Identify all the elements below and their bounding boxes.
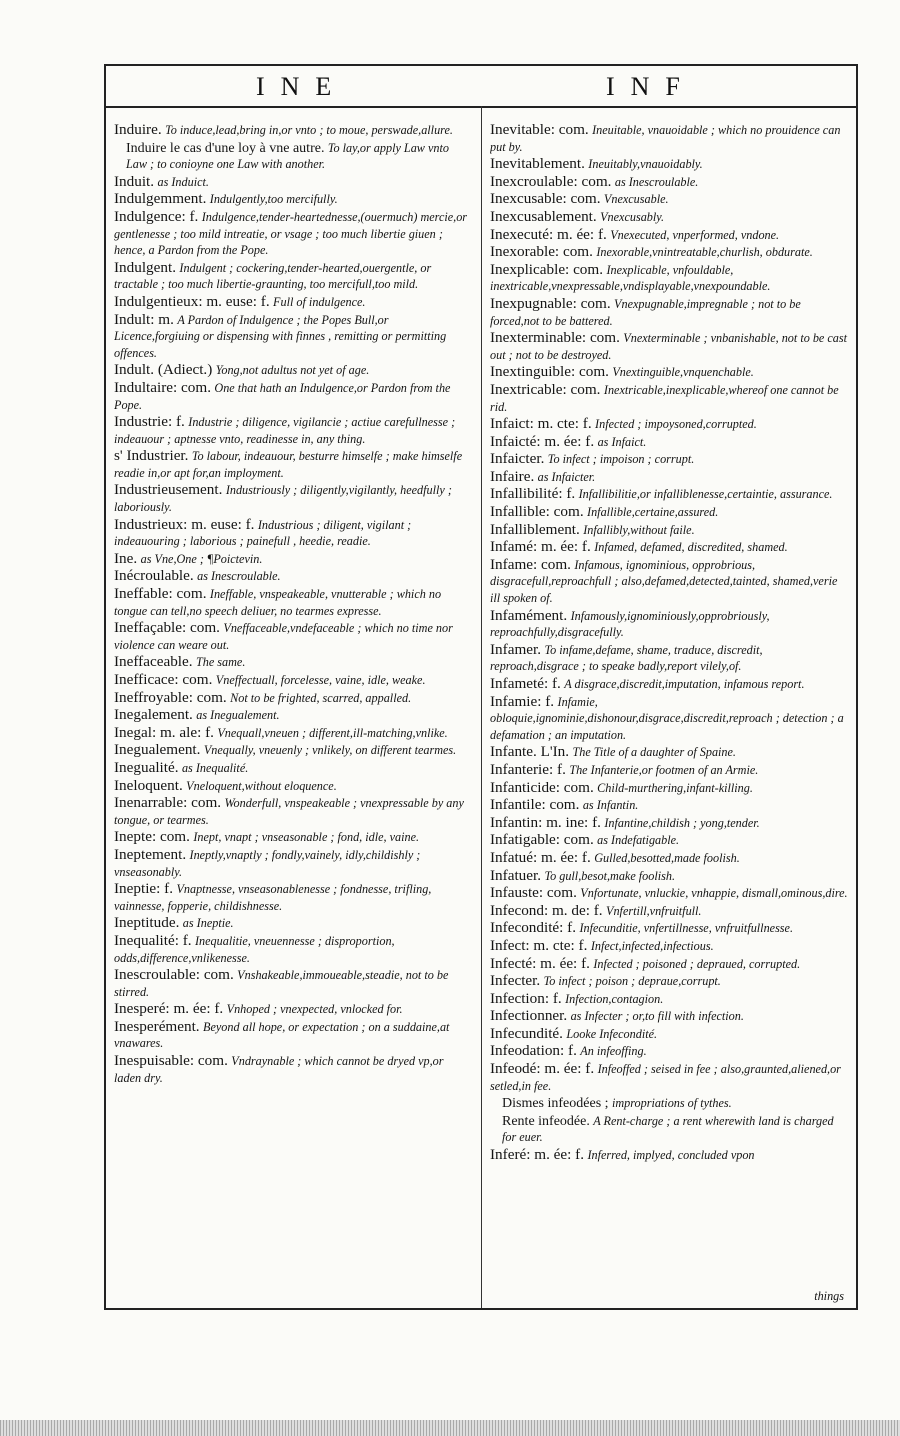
entry-headword: Infanticide: com. (490, 778, 594, 796)
dictionary-entry (490, 832, 850, 849)
dictionary-entry (114, 795, 469, 828)
dictionary-entry (490, 815, 850, 832)
entry-headword: Infameté: f. (490, 675, 561, 692)
entry-headword: Inferé: m. ée: f. (490, 1146, 585, 1164)
entry-definition: impropriations of tythes. (611, 1096, 732, 1111)
entry-definition: To gull,besot,make foolish. (544, 868, 676, 883)
entry-definition: Vneffaceable,vndefaceable ; which no time nor violence can weare out. (114, 621, 453, 652)
entry-headword: Ineptement. (114, 845, 187, 863)
entry-headword: Inexplicable: com. (490, 260, 604, 278)
entry-definition: Wonderfull, vnspeakeable ; vnexpressable by any tongue, or tearmes. (114, 796, 464, 827)
entry-headword: Inexecuté: m. ée: f. (490, 225, 607, 243)
entry-definition: Infallibly,without faile. (583, 522, 695, 537)
entry-definition: as Induict. (157, 174, 209, 189)
dictionary-entry (114, 260, 469, 293)
entry-headword: Indulgemment. (114, 190, 207, 208)
entry-headword: Inexterminable: com. (490, 329, 620, 347)
dictionary-entry (490, 956, 850, 973)
dictionary-entry (490, 557, 850, 607)
entry-definition: Gulled,besotted,made foolish. (594, 850, 740, 865)
entry-headword: Inegualement. (114, 741, 201, 759)
header-left: INE (256, 72, 348, 101)
entry-definition: as Vne,One ; ¶Poictevin. (140, 551, 263, 566)
entry-headword: Infallible: com. (490, 503, 584, 521)
entry-definition: To infect ; impoison ; corrupt. (547, 452, 695, 467)
entry-headword: Infect: m. cte: f. (490, 936, 588, 954)
dictionary-entry (114, 140, 469, 173)
dictionary-entry (490, 608, 850, 641)
entry-definition: Inept, vnapt ; vnseasonable ; fond, idle, vaine. (193, 830, 420, 845)
left-column (114, 122, 469, 1300)
entry-headword: Inenarrable: com. (114, 794, 222, 812)
dictionary-entry (490, 1147, 850, 1164)
dictionary-entry (490, 174, 850, 191)
entry-headword: Inevitable: com. (490, 122, 589, 138)
entry-definition: One that hath an Indulgence,or Pardon from the Pope. (114, 380, 451, 412)
entry-definition: To labour, indeauour, besturre himselfe ; make himselfe readie in,or apt for,an imployment. (114, 449, 463, 480)
entry-definition: as Indefatigable. (597, 833, 680, 848)
entry-definition: Indulgence,tender-heartednesse,(ouermuch) mercie,or gentlenesse ; too mild intreatie, or vsage ; too much libertie giuen ; hence, a Pardon from the Pope. (114, 209, 468, 258)
entry-headword: Industrieux: m. euse: f. (114, 515, 255, 533)
entry-headword: Infaicté: m. ée: f. (490, 432, 595, 450)
entry-headword: Inegualité. (114, 758, 179, 776)
entry-definition: Indulgent ; cockering,tender-hearted,ouergentle, or tractable ; too much libertie-graunting, too mercifull,too mild. (114, 260, 432, 292)
entry-definition: Industrious ; diligent, vigilant ; indeauouring ; laborious ; painefull , heedie, readie. (114, 517, 412, 549)
entry-definition: To infame,defame, shame, traduce, discredit, reproach,disgrace ; to speake badly,report vilely,of. (490, 642, 763, 674)
entry-headword: Infatué: m. ée: f. (490, 848, 591, 866)
entry-definition: A Pardon of Indulgence ; the Popes Bull,or Licence,forgiuing or dispensing with finnes , remitting or permitting offences. (114, 312, 447, 360)
entry-definition: The same. (195, 655, 246, 670)
entry-headword: Inegalement. (114, 706, 193, 724)
dictionary-entry (114, 829, 469, 846)
dictionary-entry (490, 1113, 850, 1146)
entry-headword: Induit. (114, 172, 155, 190)
entry-definition: as Inegualement. (196, 708, 280, 723)
entry-definition: Infamous, ignominious, opprobrious, disgracefull,reproachfull ; also,defamed,detected,tainted, shamed,verie ill spoken of. (490, 557, 838, 606)
entry-definition: To infect ; poison ; depraue,corrupt. (543, 974, 721, 989)
entry-headword: Inexpugnable: com. (490, 294, 611, 312)
dictionary-entry (490, 1008, 850, 1025)
entry-headword: Indulgentieux: m. euse: f. (114, 292, 270, 310)
entry-definition: Vnshakeable,immoueable,steadie, not to be stirred. (114, 968, 449, 999)
entry-headword: Infecundité. (490, 1024, 563, 1042)
entry-headword: Infaict: m. cte: f. (490, 415, 592, 433)
dictionary-entry (114, 707, 469, 724)
entry-headword: Infecter. (490, 972, 541, 990)
dictionary-entry (114, 380, 469, 413)
entry-definition: Indulgently,too mercifully. (209, 192, 338, 207)
dictionary-entry (114, 915, 469, 932)
entry-headword: Ineffaceable. (114, 653, 193, 671)
entry-definition: Infamie, obloquie,ignominie,dishonour,disgrace,discredit,reproach ; detection ; a defamation ; an imputation. (490, 694, 844, 742)
dictionary-entry (114, 294, 469, 311)
entry-definition: as Infaicter. (537, 469, 596, 484)
dictionary-entry (490, 330, 850, 363)
entry-definition: Beyond all hope, or expectation ; on a suddaine,at vnawares. (114, 1019, 450, 1051)
entry-definition: Looke Infecondité. (566, 1026, 658, 1041)
entry-headword: Infante. L'In. (490, 743, 570, 761)
entry-definition: Infamously,ignominiously,opprobriously, reproachfully,disgracefully. (490, 608, 770, 640)
entry-definition: Vndraynable ; which cannot be dryed vp,or laden dry. (114, 1054, 444, 1085)
dictionary-entry (490, 191, 850, 208)
dictionary-entry (114, 482, 469, 515)
entry-headword: Infaicter. (490, 450, 545, 468)
dictionary-entry (490, 364, 850, 381)
dictionary-entry (490, 451, 850, 468)
entry-headword: Infeodation: f. (490, 1042, 577, 1060)
entry-headword: s' Industrier. (114, 447, 189, 465)
entry-headword: Infantile: com. (490, 796, 580, 814)
entry-definition: Vnextinguible,vnquenchable. (612, 365, 754, 380)
entry-headword: Inequalité: f. (114, 931, 192, 949)
dictionary-entry (490, 762, 850, 779)
header-right: INF (606, 72, 696, 101)
dictionary-entry (114, 847, 469, 880)
dictionary-entry (114, 551, 469, 568)
entry-headword: Infecond: m. de: f. (490, 901, 603, 919)
entry-headword: Inescroulable: com. (114, 966, 234, 984)
entry-definition: Inextricable,inexplicable,whereof one cannot be rid. (490, 382, 839, 414)
dictionary-entry (490, 1095, 850, 1112)
entry-headword: Inegal: m. ale: f. (114, 723, 214, 741)
dictionary-entry (490, 209, 850, 226)
entry-definition: as Inescroulable. (197, 569, 281, 584)
entry-definition: Ineuitable, vnauoidable ; which no prouidence can put by. (490, 123, 841, 154)
entry-definition: Inferred, implyed, concluded vpon (587, 1148, 755, 1163)
entry-definition: Not to be frighted, scarred, appalled. (230, 690, 412, 705)
scan-edge (0, 1420, 900, 1436)
entry-definition: Industrie ; diligence, vigilancie ; actiue carefullnesse ; indeauour ; aptnesse vnto, readinesse in, any thing. (114, 415, 456, 446)
dictionary-entry (114, 1001, 469, 1018)
entry-definition: Vnexterminable ; vnbanishable, not to be cast out ; not to be destroyed. (490, 331, 848, 362)
entry-headword: Infatigable: com. (490, 831, 594, 849)
entry-headword: Inevitablement. (490, 155, 585, 173)
dictionary-entry (114, 690, 469, 707)
entry-definition: as Infantin. (582, 798, 639, 813)
entry-headword: Infecondité: f. (490, 919, 577, 937)
catchword: things (814, 1289, 844, 1303)
dictionary-entry (490, 1026, 850, 1043)
entry-definition: Inequalitie, vneuennesse ; disproportion, odds,difference,vnlikenesse. (114, 933, 395, 965)
dictionary-entry (490, 539, 850, 556)
dictionary-entry (114, 672, 469, 689)
dictionary-entry (490, 156, 850, 173)
entry-headword: Infecté: m. ée: f. (490, 954, 590, 972)
dictionary-entry (114, 933, 469, 966)
dictionary-entry (114, 1053, 469, 1086)
dictionary-entry (490, 991, 850, 1008)
entry-definition: Infect,infected,infectious. (590, 938, 714, 953)
dictionary-entry (490, 642, 850, 675)
entry-headword: Indulgence: f. (114, 207, 199, 225)
entry-headword: Indulgent. (114, 258, 177, 276)
entry-headword: Infectionner. (490, 1007, 568, 1025)
dictionary-entry (114, 209, 469, 259)
running-header (106, 66, 856, 108)
entry-definition: Yong,not adultus not yet of age. (215, 363, 370, 378)
dictionary-entry (490, 797, 850, 814)
dictionary-entry (114, 967, 469, 1000)
entry-definition: Infallibilitie,or infalliblenesse,certaintie, assurance. (578, 487, 833, 502)
dictionary-entry (490, 850, 850, 867)
entry-definition: Vnexecuted, vnperformed, vndone. (610, 227, 780, 242)
entry-headword: Inesperément. (114, 1017, 200, 1035)
dictionary-entry (114, 362, 469, 379)
dictionary-entry (490, 938, 850, 955)
dictionary-entry (114, 778, 469, 795)
dictionary-entry (114, 654, 469, 671)
dictionary-entry (490, 676, 850, 693)
entry-headword: Ineffable: com. (114, 585, 207, 603)
entry-definition: as Infaict. (597, 434, 647, 449)
entry-definition: Vnexcusable. (603, 192, 669, 207)
dictionary-entry (114, 122, 469, 139)
entry-definition: Infected ; impoysoned,corrupted. (595, 417, 757, 432)
entry-headword: Infalliblement. (490, 520, 580, 538)
entry-headword: Induire le cas d'une loy à vne autre. (126, 140, 325, 156)
entry-headword: Inexcroulable: com. (490, 172, 612, 190)
dictionary-entry (114, 742, 469, 759)
dictionary-entry (114, 568, 469, 585)
entry-headword: Inextricable: com. (490, 380, 601, 398)
dictionary-entry (490, 434, 850, 451)
dictionary-entry (490, 227, 850, 244)
entry-definition: Inexorable,vnintreatable,churlish, obdurate. (596, 245, 813, 260)
dictionary-entry (114, 586, 469, 619)
entry-definition: To lay,or apply Law vnto Law ; to conioyne one Law with another. (126, 140, 449, 172)
right-column (490, 122, 850, 1300)
entry-headword: Indult: m. (114, 310, 174, 328)
entry-definition: Infeoffed ; seised in fee ; also,graunted,aliened,or setled,in fee. (490, 1062, 841, 1093)
entry-headword: Infame: com. (490, 555, 571, 573)
entry-headword: Inexcusable: com. (490, 190, 601, 208)
entry-headword: Infaire. (490, 467, 535, 485)
entry-headword: Ineptitude. (114, 914, 180, 932)
dictionary-entry (490, 522, 850, 539)
entry-headword: Ineffroyable: com. (114, 688, 227, 706)
entry-headword: Industrieusement. (114, 481, 223, 499)
dictionary-entry (114, 517, 469, 550)
dictionary-entry (114, 191, 469, 208)
dictionary-entry (490, 1043, 850, 1060)
dictionary-entry (490, 262, 850, 295)
entry-definition: as Inequalité. (181, 760, 249, 775)
entry-definition: An infeoffing. (580, 1044, 647, 1059)
entry-definition: Infamed, defamed, discredited, shamed. (594, 540, 788, 555)
entry-definition: Ineffable, vnspeakeable, vnutterable ; which no tongue can tell,no speech deliuer, no tearmes expresse. (114, 587, 442, 618)
dictionary-entry (114, 760, 469, 777)
dictionary-entry (490, 416, 850, 433)
entry-headword: Inexcusablement. (490, 207, 597, 225)
dictionary-page (104, 64, 858, 1310)
dictionary-entry (490, 382, 850, 415)
entry-definition: Ineuitably,vnauoidably. (588, 157, 703, 172)
dictionary-entry (114, 414, 469, 447)
entry-headword: Ineloquent. (114, 776, 183, 794)
entry-headword: Infamément. (490, 606, 568, 624)
entry-headword: Dismes infeodées ; (502, 1096, 609, 1112)
entry-definition: To induce,lead,bring in,or vnto ; to moue, perswade,allure. (165, 123, 453, 137)
entry-headword: Ineffaçable: com. (114, 619, 220, 637)
entry-definition: Infallible,certaine,assured. (587, 505, 719, 520)
entry-definition: Vnexpugnable,impregnable ; not to be forced,not to be battered. (490, 296, 801, 328)
dictionary-entry (490, 244, 850, 261)
entry-definition: as Ineptie. (182, 916, 234, 931)
dictionary-entry (490, 486, 850, 503)
entry-definition: Vnhoped ; vnexpected, vnlocked for. (226, 1002, 403, 1017)
entry-headword: Infection: f. (490, 989, 562, 1007)
entry-headword: Inefficace: com. (114, 671, 213, 688)
entry-headword: Inepte: com. (114, 828, 190, 846)
entry-headword: Infantin: m. ine: f. (490, 813, 601, 831)
entry-definition: Full of indulgence. (273, 294, 366, 309)
entry-definition: as Infecter ; or,to fill with infection. (570, 1009, 744, 1024)
entry-headword: Infamé: m. ée: f. (490, 538, 591, 556)
entry-headword: Infamie: f. (490, 692, 555, 710)
entry-headword: Induire. (114, 122, 162, 138)
entry-definition: A Rent-charge ; a rent wherewith land is charged for euer. (502, 1113, 834, 1145)
dictionary-entry (490, 122, 850, 155)
column-divider (481, 106, 482, 1308)
entry-headword: Infauste: com. (490, 884, 577, 902)
entry-headword: Inexorable: com. (490, 243, 593, 261)
dictionary-entry (114, 881, 469, 914)
dictionary-entry (490, 694, 850, 744)
entry-definition: The Title of a daughter of Spaine. (572, 745, 736, 760)
dictionary-entry (114, 312, 469, 362)
entry-headword: Inécroulable. (114, 567, 194, 585)
entry-headword: Indult. (Adiect.) (114, 361, 213, 379)
entry-definition: Inexplicable, vnfouldable, inextricable,vnexpressable,vndisplayable,vnexpoundable. (490, 262, 771, 294)
dictionary-entry (490, 504, 850, 521)
dictionary-entry (490, 780, 850, 797)
dictionary-entry (490, 744, 850, 761)
entry-headword: Industrie: f. (114, 413, 185, 431)
entry-headword: Infatuer. (490, 866, 542, 884)
entry-definition: Infecunditie, vnfertillnesse, vnfruitfullnesse. (579, 921, 794, 936)
dictionary-entry (490, 1061, 850, 1094)
entry-definition: Vnfertill,vnfruitfull. (606, 903, 702, 918)
entry-headword: Inespuisable: com. (114, 1052, 228, 1070)
dictionary-entry (490, 868, 850, 885)
entry-headword: Infallibilité: f. (490, 485, 576, 503)
entry-headword: Infamer. (490, 640, 542, 658)
entry-definition: Infection,contagion. (565, 991, 664, 1006)
entry-definition: Child-murthering,infant-killing. (597, 780, 753, 795)
dictionary-entry (490, 920, 850, 937)
entry-definition: Vnequall,vneuen ; different,ill-matching,vnlike. (217, 725, 448, 740)
entry-definition: as Inescroulable. (614, 174, 699, 189)
entry-definition: Vnexcusably. (600, 209, 665, 224)
entry-definition: Vnfortunate, vnluckie, vnhappie, dismall,ominous,dire. (580, 886, 848, 901)
entry-headword: Ine. (114, 549, 138, 567)
entry-definition: A disgrace,discredit,imputation, infamous report. (564, 677, 805, 691)
entry-headword: Rente infeodée. (502, 1113, 590, 1129)
dictionary-entry (114, 448, 469, 481)
entry-definition: Vneffectuall, forcelesse, vaine, idle, weake. (215, 673, 426, 687)
entry-definition: Vnaptnesse, vnseasonablenesse ; fondnesse, trifling, vainnesse, fopperie, childishnesse. (114, 882, 432, 913)
entry-headword: Inesperé: m. ée: f. (114, 1000, 224, 1018)
dictionary-entry (490, 469, 850, 486)
entry-headword: Ineptie: f. (114, 880, 174, 898)
entry-definition: Ineptly,vnaptly ; fondly,vainely, idly,childishly ; vnseasonably. (114, 847, 421, 879)
entry-headword: Infanterie: f. (490, 760, 566, 778)
entry-definition: The Infanterie,or footmen of an Armie. (569, 762, 759, 777)
dictionary-entry (490, 903, 850, 920)
dictionary-entry (114, 1019, 469, 1052)
entry-definition: Infected ; poisoned ; depraued, corrupted. (593, 956, 801, 971)
dictionary-entry (490, 296, 850, 329)
entry-headword: Infeodé: m. ée: f. (490, 1060, 595, 1078)
entry-definition: Industriously ; diligently,vigilantly, heedfully ; laboriously. (114, 483, 452, 515)
entry-definition: Infantine,childish ; yong,tender. (604, 815, 760, 830)
entry-headword: Indultaire: com. (114, 378, 211, 396)
dictionary-entry (490, 885, 850, 902)
dictionary-entry (114, 174, 469, 191)
entry-definition: Vnequally, vneuenly ; vnlikely, on different tearmes. (203, 743, 457, 758)
dictionary-entry (114, 620, 469, 653)
entry-definition: Vneloquent,without eloquence. (186, 778, 337, 793)
dictionary-entry (490, 973, 850, 990)
entry-headword: Inextinguible: com. (490, 363, 609, 381)
dictionary-entry (114, 725, 469, 742)
